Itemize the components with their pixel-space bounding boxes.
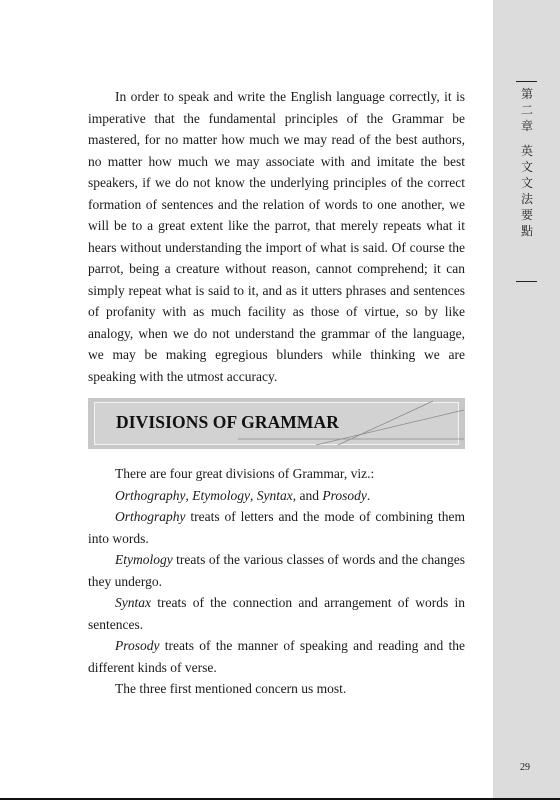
- chapter-running-head: [518, 86, 536, 239]
- definition-text: treats of the manner of speaking and reading and the different kinds of verse.: [88, 638, 465, 675]
- chapter-bottom-rule: [516, 281, 537, 282]
- definition-term: Syntax: [115, 595, 151, 610]
- list-separator: ,: [185, 487, 193, 503]
- chapter-top-rule: [516, 81, 537, 82]
- definition-text: treats of the various classes of words and the changes they undergo.: [88, 552, 465, 589]
- chapter-title: 英文文法要點: [520, 144, 533, 238]
- definition-term: Orthography: [115, 509, 186, 524]
- intro-section: [88, 86, 465, 387]
- definition-term: Prosody: [115, 638, 160, 653]
- divisions-intro: There are four great divisions of Grammar, viz.:: [115, 466, 375, 481]
- section-heading: DIVISIONS OF GRAMMAR: [116, 412, 340, 432]
- divisions-list: [88, 485, 465, 507]
- term-prosody: Prosody: [322, 487, 367, 503]
- definition-syntax: [88, 592, 465, 635]
- list-separator: ,: [249, 487, 257, 503]
- divisions-section: [88, 463, 465, 700]
- definition-orthography: [88, 506, 465, 549]
- definition-text: treats of the connection and arrangement of words in sentences.: [88, 595, 465, 632]
- list-end: .: [366, 487, 371, 503]
- intro-paragraph: In order to speak and write the English language correctly, it is imperative that the fundamental principles of the Grammar be mastered, for no matter how much we may read of the best authors, no matter how much we may associate with and imitate the best speakers, if we do not know the underlying principles of the correct formation of sentences and the relation of words to one another, we will be to a great extent like the parrot, that merely repeats what it hears without understanding the import of what is said. Of course the parrot, being a creature without reason, cannot comprehend; it can simply repeat what is said to it, and as it utters phrases and sentences of profanity with as much facility as those of virtue, so by like analogy, when we do not understand the grammar of the language, we may be making egregious blunders while thinking we are speaking with the utmost accuracy.: [88, 89, 465, 384]
- page-number: 29: [520, 762, 530, 773]
- definition-prosody: [88, 635, 465, 678]
- definition-text: treats of letters and the mode of combining them into words.: [88, 509, 465, 546]
- term-etymology: Etymology: [192, 487, 250, 503]
- term-syntax: Syntax: [256, 487, 293, 503]
- list-separator: , and: [292, 487, 323, 503]
- closing-sentence: The three first mentioned concern us most.: [115, 681, 347, 696]
- term-orthography: Orthography: [115, 487, 186, 503]
- section-heading-box: [88, 398, 465, 449]
- definition-etymology: [88, 549, 465, 592]
- definition-term: Etymology: [115, 552, 173, 567]
- chapter-label: 第二章: [520, 87, 533, 133]
